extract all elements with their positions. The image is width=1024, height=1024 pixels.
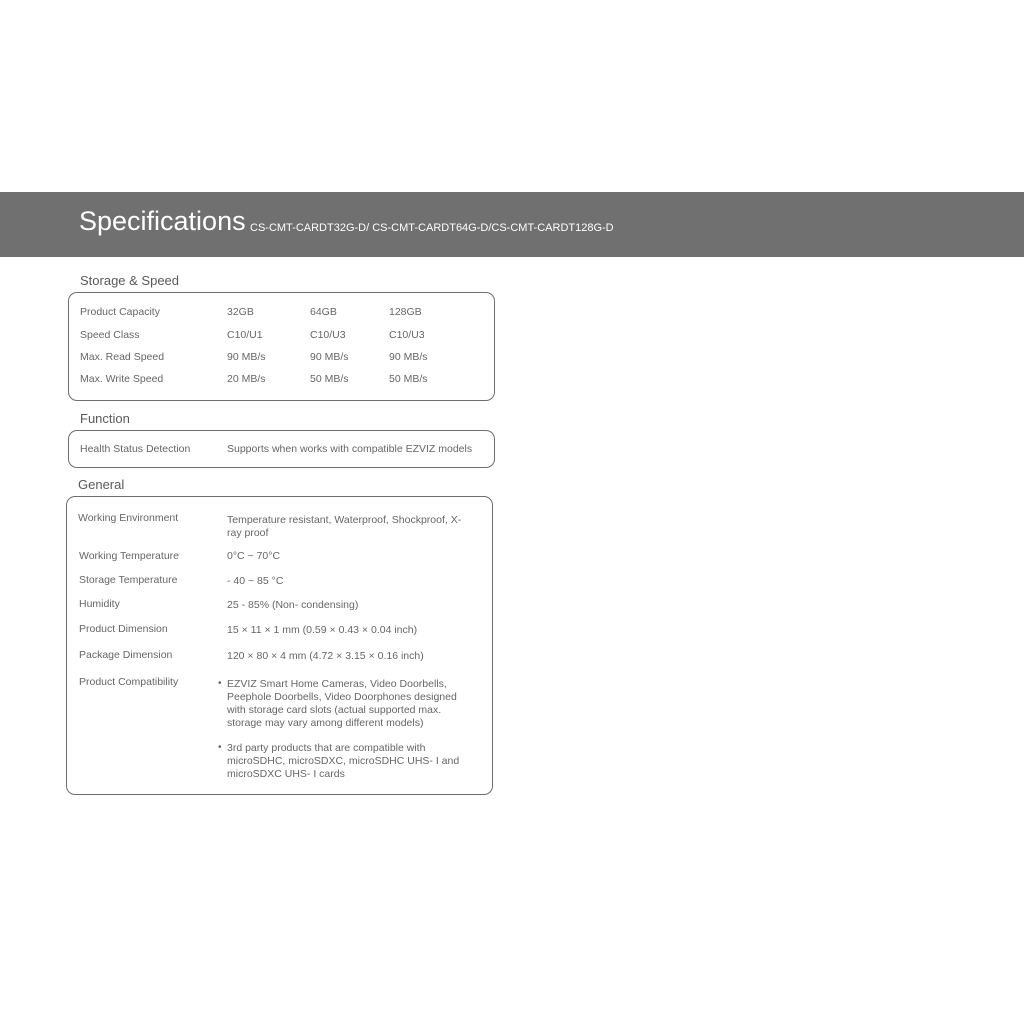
spec-label: Max. Write Speed (80, 373, 164, 385)
spec-label: Product Dimension (79, 623, 168, 635)
spec-value: 50 MB/s (389, 373, 428, 385)
section-title-function: Function (80, 411, 130, 426)
spec-value: 25 - 85% (Non- condensing) (227, 599, 359, 611)
header-banner (0, 192, 1024, 257)
spec-label: Max. Read Speed (80, 351, 165, 363)
spec-value: 0°C ~ 70°C (227, 550, 281, 562)
compatibility-item: EZVIZ Smart Home Cameras, Video Doorbells, Peephole Doorbells, Video Doorphones designed with storage card slots (actual supported max. storage may vary among different models) (227, 678, 457, 729)
spec-value: 90 MB/s (389, 351, 428, 363)
spec-label: Product Compatibility (79, 676, 179, 688)
spec-label: Product Capacity (80, 306, 160, 318)
spec-value: 32GB (227, 306, 254, 318)
spec-value: C10/U1 (227, 329, 263, 341)
spec-value: 90 MB/s (310, 351, 349, 363)
spec-value: Supports when works with compatible EZVIZ models (227, 443, 473, 455)
spec-label: Health Status Detection (80, 443, 191, 455)
spec-value: 64GB (310, 306, 337, 318)
compatibility-item: 3rd party products that are compatible with microSDHC, microSDXC, microSDHC UHS- I and microSDXC UHS- I cards (227, 742, 460, 780)
bullet-icon: • (218, 678, 222, 689)
spec-value: 20 MB/s (227, 373, 266, 385)
spec-value: 128GB (389, 306, 422, 318)
bullet-icon: • (218, 742, 222, 753)
spec-value: 90 MB/s (227, 351, 266, 363)
spec-label: Humidity (79, 598, 120, 610)
spec-label: Storage Temperature (79, 574, 178, 586)
spec-value: Temperature resistant, Waterproof, Shockproof, X- ray proof (227, 514, 462, 539)
spec-value: - 40 ~ 85 °C (227, 575, 284, 587)
model-numbers: CS-CMT-CARDT32G-D/ CS-CMT-CARDT64G-D/CS-CMT-CARDT128G-D (250, 222, 614, 234)
page-title: Specifications (79, 206, 246, 236)
spec-label: Working Environment (78, 512, 179, 524)
section-title-storage-speed: Storage & Speed (80, 273, 180, 288)
spec-label: Working Temperature (79, 550, 179, 562)
spec-label: Speed Class (80, 329, 140, 341)
spec-label: Package Dimension (79, 649, 173, 661)
spec-value: C10/U3 (389, 329, 425, 341)
spec-value: 50 MB/s (310, 373, 349, 385)
section-title-general: General (78, 477, 125, 492)
spec-value: 120 × 80 × 4 mm (4.72 × 3.15 × 0.16 inch) (227, 650, 424, 662)
spec-value: 15 × 11 × 1 mm (0.59 × 0.43 × 0.04 inch) (227, 624, 418, 636)
spec-value: C10/U3 (310, 329, 346, 341)
